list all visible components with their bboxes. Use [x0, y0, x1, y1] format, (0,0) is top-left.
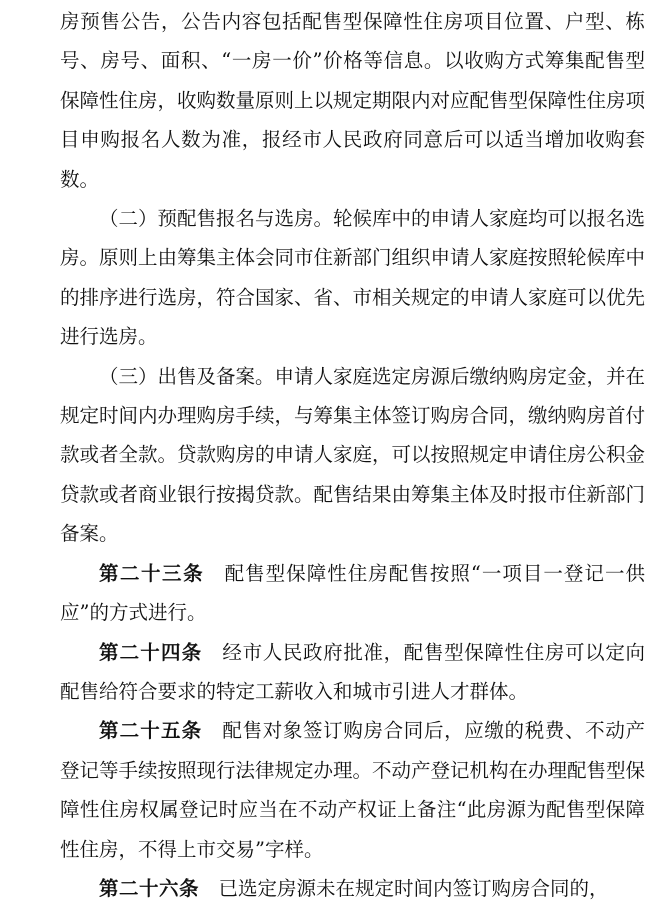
article-number: 第二十五条	[99, 719, 203, 743]
paragraph-text: （三）出售及备案。申请人家庭选定房源后缴纳购房定金，并在规定时间内办理购房手续，与筹集主体签订购房合同，缴纳购房首付款或者全款。贷款购房的申请人家庭，可以按照规定申请住房公积金贷款或者商业银行按揭贷款。配售结果由筹集主体及时报市住新部门备案。	[60, 364, 646, 546]
article-text: 配售对象签订购房合同后，应缴的税费、不动产登记等手续按照现行法律规定办理。不动产登记机构在办理配售型保障性住房权属登记时应当在不动产权证上备注“此房源为配售型保障性住房，不得上市交易”字样。	[60, 719, 646, 861]
article-text: 经市人民政府批准，配售型保障性住房可以定向配售给符合要求的特定工薪收入和城市引进人才群体。	[60, 640, 645, 703]
paragraph-text: 房预售公告，公告内容包括配售型保障性住房项目位置、户型、栋号、房号、面积、“一房一价”价格等信息。以收购方式筹集配售型保障性住房，收购数量原则上以规定期限内对应配售型保障性住房项目申购报名人数为准，报经市人民政府同意后可以适当增加收购套数。	[60, 10, 646, 191]
paragraph-registration-selection	[60, 199, 645, 357]
article-number: 第二十四条	[99, 640, 203, 664]
paragraph-sale-filing	[60, 357, 645, 554]
article-25	[60, 711, 645, 869]
article-23	[60, 554, 645, 633]
article-number: 第二十六条	[99, 876, 200, 900]
article-24	[60, 633, 645, 712]
article-text: 已选定房源未在规定时间内签订购房合同的，	[218, 876, 609, 900]
paragraph-text: （二）预配售报名与选房。轮候库中的申请人家庭均可以报名选房。原则上由筹集主体会同市住新部门组织申请人家庭按照轮候库中的排序进行选房，符合国家、省、市相关规定的申请人家庭可以优先进行选房。	[60, 207, 646, 349]
article-text: 配售型保障性住房配售按照“一项目一登记一供应”的方式进行。	[60, 561, 645, 625]
document-page	[60, 0, 645, 908]
article-number: 第二十三条	[99, 561, 205, 585]
article-26	[60, 869, 645, 908]
paragraph-presale-announcement	[60, 2, 645, 199]
